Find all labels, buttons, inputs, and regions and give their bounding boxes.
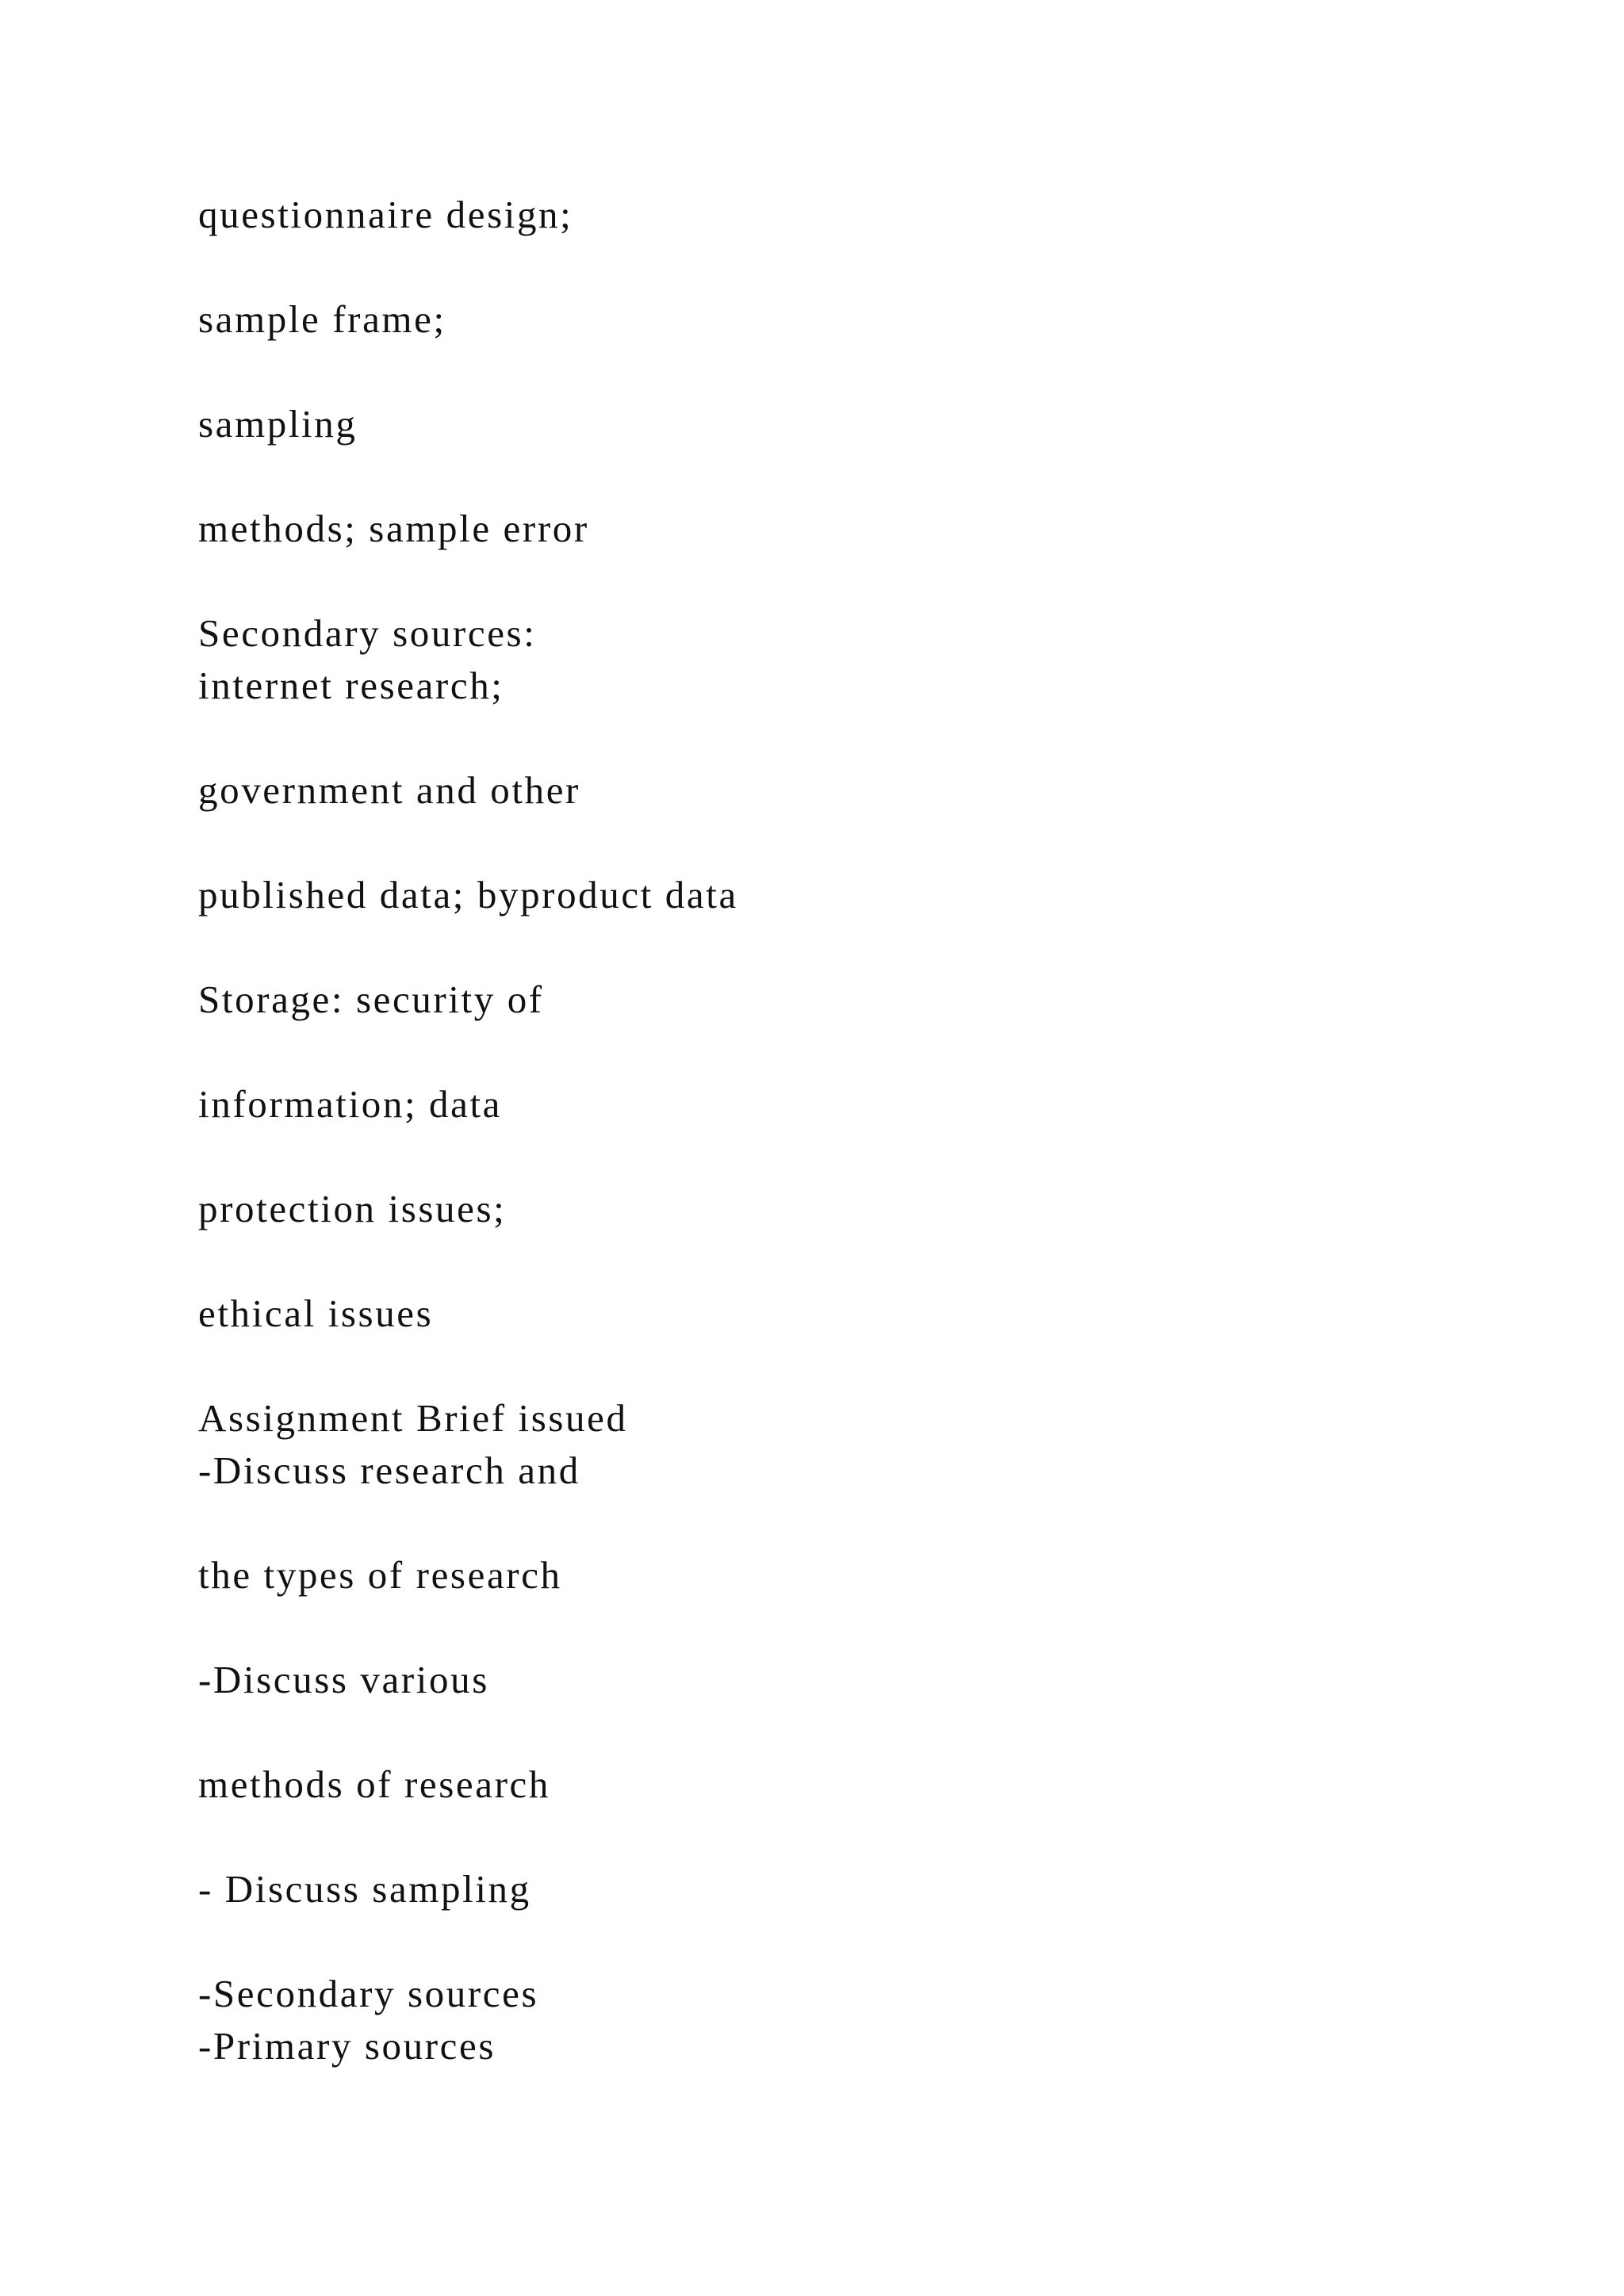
text-line: methods of research — [198, 1762, 550, 1806]
paragraph-discuss-sampling — [198, 1863, 1546, 1915]
text-line: the types of research — [198, 1553, 562, 1597]
paragraph-sources — [198, 1968, 1546, 2072]
text-line: protection issues; — [198, 1187, 507, 1230]
paragraph-protection-issues — [198, 1183, 1546, 1235]
paragraph-ethical-issues — [198, 1288, 1546, 1340]
paragraph-published-data — [198, 869, 1546, 921]
text-line: sample frame; — [198, 297, 446, 341]
text-line: methods; sample error — [198, 507, 589, 550]
text-line: - Discuss sampling — [198, 1867, 531, 1911]
paragraph-types-of-research — [198, 1549, 1546, 1601]
text-line: -Secondary sources — [198, 1972, 539, 2015]
text-line: Assignment Brief issued — [198, 1396, 628, 1440]
text-line: information; data — [198, 1082, 503, 1126]
paragraph-discuss-various — [198, 1654, 1546, 1706]
text-line: sampling — [198, 402, 358, 446]
paragraph-assignment-brief — [198, 1392, 1546, 1497]
paragraph-secondary-sources — [198, 607, 1546, 712]
document-body — [198, 189, 1546, 2125]
text-line: internet research; — [198, 664, 504, 707]
paragraph-information-data — [198, 1078, 1546, 1131]
text-line: published data; byproduct data — [198, 873, 738, 916]
paragraph-storage — [198, 974, 1546, 1026]
text-line: questionnaire design; — [198, 193, 573, 236]
text-line: -Primary sources — [198, 2024, 496, 2068]
paragraph-methods-sample-error — [198, 503, 1546, 555]
text-line: -Discuss various — [198, 1658, 489, 1701]
paragraph-government-and-other — [198, 764, 1546, 817]
text-line: Storage: security of — [198, 978, 544, 1021]
paragraph-sampling — [198, 398, 1546, 450]
text-line: -Discuss research and — [198, 1448, 580, 1492]
paragraph-questionnaire-design — [198, 189, 1546, 241]
text-line: ethical issues — [198, 1292, 434, 1335]
text-line: Secondary sources: — [198, 611, 537, 655]
text-line: government and other — [198, 768, 580, 812]
paragraph-sample-frame — [198, 293, 1546, 346]
paragraph-methods-of-research — [198, 1758, 1546, 1811]
